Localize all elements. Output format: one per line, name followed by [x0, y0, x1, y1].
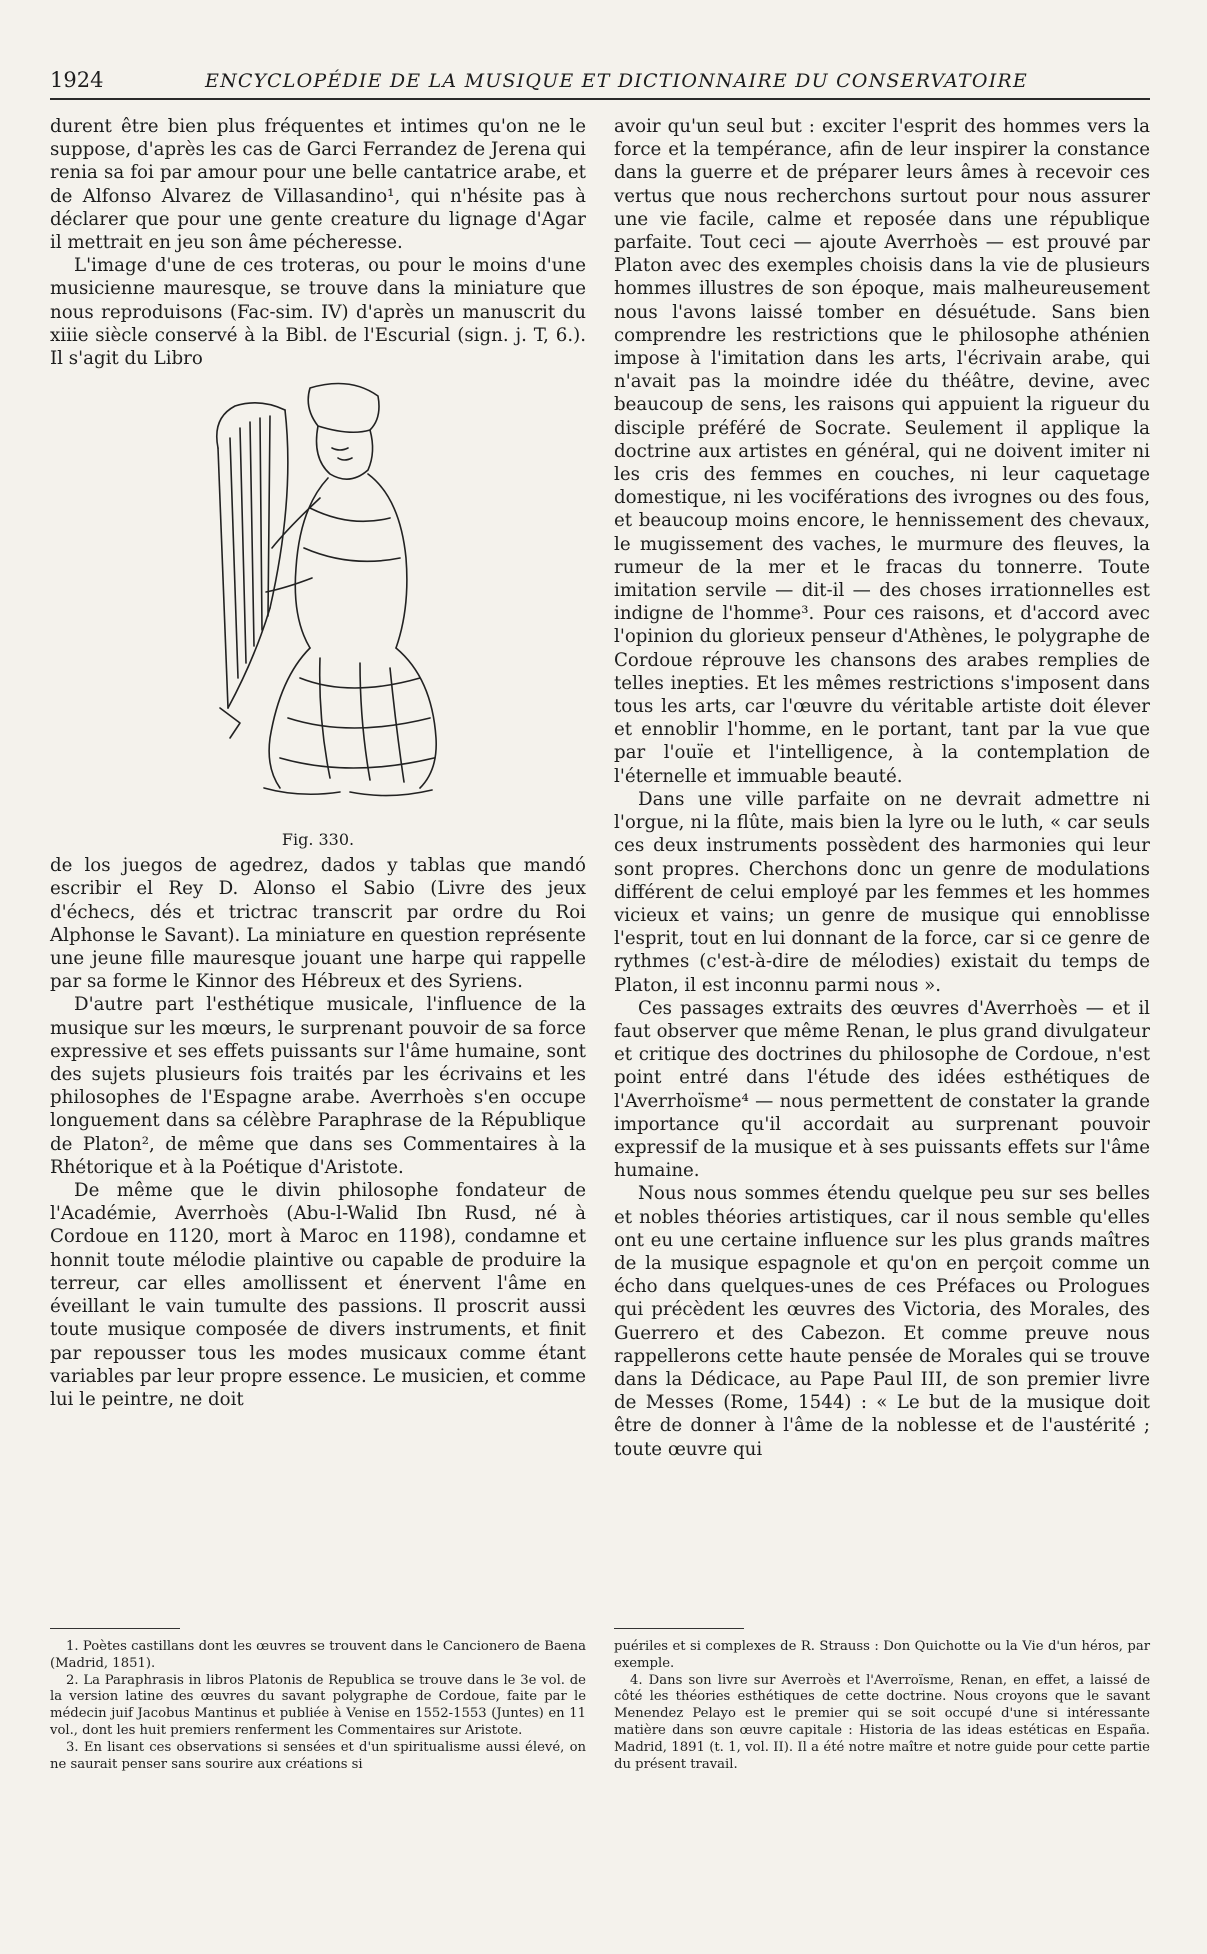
- paragraph: Ces passages extraits des œuvres d'Averrhoès — et il faut observer que même Renan, le plus grand divulgateur et critique des doctrines du philosophe de Cordoue, n'est point entré dans l'étude des idées esthétiques de l'Averrhoïsme⁴ — nous permettent de constater la grande importance qu'il accordait au surprenant pouvoir expressif de la musique et à ses puissants effets sur l'âme humaine.: [614, 997, 1150, 1182]
- right-column: [614, 115, 1150, 1461]
- paragraph: durent être bien plus fréquentes et intimes qu'on ne le suppose, d'après les cas de Garci Ferrandez de Jerena qui renia sa foi par amour pour une belle cantatrice arabe, et de Alfonso Alvarez de Villasandino¹, qui n'hésite pas à déclarer que pour une gente creature du lignage d'Agar il mettrait en jeu son âme pécheresse.: [50, 116, 586, 254]
- paragraph: Dans une ville parfaite on ne devrait admettre ni l'orgue, ni la flûte, mais bien la lyre ou le luth, « car seuls ces deux instruments possèdent des harmonies qui leur sont propres. Cherchons donc un genre de modulations différent de celui employé par les femmes et les hommes vicieux et vains; un genre de musique qui ennoblisse l'esprit, tout en lui donnant de la force, car si ce genre de rythmes (c'est-à-dire de mélodies) existait du temps de Platon, il est inconnu parmi nous ».: [614, 788, 1150, 996]
- footnote: puériles et si complexes de R. Strauss : Don Quichotte ou la Vie d'un héros, par exemple.: [614, 1639, 1150, 1671]
- paragraph: avoir qu'un seul but : exciter l'esprit des hommes vers la force et la tempérance, afin de leur inspirer la constance dans la guerre et de préparer leurs âmes à recevoir ces vertus que nous recherchons surtout pour nous assurer une vie facile, calme et reposée dans une république parfaite. Tout ceci — ajoute Averrhoès — est prouvé par Platon avec des exemples choisis dans la vie de plusieurs hommes illustres de son époque, mais malheureusement nous l'avons laissé tomber en désuétude. Sans bien comprendre les restrictions que le philosophe athénien impose à l'imitation dans les arts, l'écrivain arabe, qui n'avait pas la moindre idée du théâtre, devine, avec beaucoup de sens, les raisons qui appuient la rigueur du disciple préféré de Socrate. Seulement il applique la doctrine aux artistes en général, qui ne doivent imiter ni les cris des femmes en couches, ni leur caquetage domestique, ni les vociférations des ivrognes ou des fous, et beaucoup moins encore, le hennissement des chevaux, le mugissement des vaches, le murmure des fleuves, la rumeur de la mer et le fracas du tonnerre. Toute imitation servile — dit-il — des choses irrationnelles est indigne de l'homme³. Pour ces raisons, et d'accord avec l'opinion du glorieux penseur d'Athènes, le polygraphe de Cordoue réprouve les chansons des arabes remplies de telles inepties. Et les mêmes restrictions s'imposent dans tous les arts, car l'œuvre du véritable artiste doit élever et ennoblir l'homme, en le portant, tant par la vue que par l'ouïe et l'intelligence, à la contemplation de l'éternelle et immuable beauté.: [614, 116, 1150, 787]
- footnote-rule: [614, 1628, 744, 1629]
- running-title: ENCYCLOPÉDIE DE LA MUSIQUE ET DICTIONNAIRE DU CONSERVATOIRE: [205, 70, 1028, 92]
- paragraph: L'image d'une de ces troteras, ou pour le moins d'une musicienne mauresque, se trouve dans la miniature que nous reproduisons (Fac-sim. IV) d'après un manuscrit du xiiie siècle conservé à la Bibl. de l'Escurial (sign. j. T, 6.). Il s'agit du Libro: [50, 255, 586, 370]
- footnotes-left: [50, 1628, 586, 1773]
- left-column: [50, 115, 586, 1411]
- harpist-illustration: [200, 378, 450, 808]
- page-number: 1924: [50, 68, 104, 92]
- running-header: [50, 64, 1150, 100]
- footnote: 1. Poètes castillans dont les œuvres se trouvent dans le Cancionero de Baena (Madrid, 1851).: [50, 1639, 586, 1671]
- paragraph: de los juegos de agedrez, dados y tablas que mandó escribir el Rey D. Alonso el Sabio (Livre des jeux d'échecs, dés et trictrac transcrit par ordre du Roi Alphonse le Savant). La miniature en question représente une jeune fille mauresque jouant une harpe qui rappelle par sa forme le Kinnor des Hébreux et des Syriens.: [50, 855, 586, 993]
- footnote: 3. En lisant ces observations si sensées et d'un spiritualisme aussi élevé, on ne saurait penser sans sourire aux créations si: [50, 1739, 586, 1772]
- paragraph: D'autre part l'esthétique musicale, l'influence de la musique sur les mœurs, le surprenant pouvoir de sa force expressive et ses effets puissants sur l'âme humaine, sont des sujets plusieurs fois traités par les écrivains et les philosophes de l'Espagne arabe. Averrhoès s'en occupe longuement dans sa célèbre Paraphrase de la République de Platon², de même que dans ses Commentaires à la Rhétorique et à la Poétique d'Aristote.: [50, 994, 586, 1178]
- footnotes-right: [614, 1628, 1150, 1773]
- paragraph: Nous nous sommes étendu quelque peu sur ses belles et nobles théories artistiques, car il nous semble qu'elles ont eu une certaine influence sur les plus grands maîtres de la musique espagnole et qu'on en perçoit comme un écho dans quelques-unes de ces Préfaces ou Prologues qui précèdent les œuvres des Victoria, des Morales, des Guerrero et des Cabezon. Et comme preuve nous rappellerons cette haute pensée de Morales qui se trouve dans la Dédicace, au Pape Paul III, de son premier livre de Messes (Rome, 1544) : « Le but de la musique doit être de donner à l'âme de la noblesse et de l'austérité ; toute œuvre qui: [614, 1183, 1150, 1460]
- footnote-rule: [50, 1628, 180, 1629]
- paragraph: De même que le divin philosophe fondateur de l'Académie, Averrhoès (Abu-l-Walid Ibn Rusd, né à Cordoue en 1120, mort à Maroc en 1198), condamne et honnit toute mélodie plaintive ou capable de produire la terreur, car elles amollissent et énervent l'âme en éveillant le vain tumulte des passions. Il proscrit aussi toute musique composée de divers instruments, et finit par repousser tous les modes musicaux comme étant variables par leur propre essence. Le musicien, et comme lui le peintre, ne doit: [50, 1180, 586, 1410]
- footnote: 2. La Paraphrasis in libros Platonis de Republica se trouve dans le 3e vol. de la version latine des œuvres du savant polygraphe de Cordoue, faite par le médecin juif Jacobus Mantinus et publiée à Venise en 1552-1553 (Juntes) en 11 vol., dont les huit premiers renferment les Commentaires sur Aristote.: [50, 1672, 586, 1738]
- figure-330: [50, 378, 586, 848]
- footnote: 4. Dans son livre sur Averroès et l'Averroïsme, Renan, en effet, a laissé de côté les théories esthétiques de cette doctrine. Nous croyons que le savant Menendez Pelayo est le premier qui se soit occupé d'une si intéressante matière dans son œuvre capitale : Historia de las ideas estéticas en España. Madrid, 1891 (t. 1, vol. II). Il a été notre maître et notre guide pour cette partie du présent travail.: [614, 1672, 1150, 1772]
- figure-caption: Fig. 330.: [281, 830, 355, 850]
